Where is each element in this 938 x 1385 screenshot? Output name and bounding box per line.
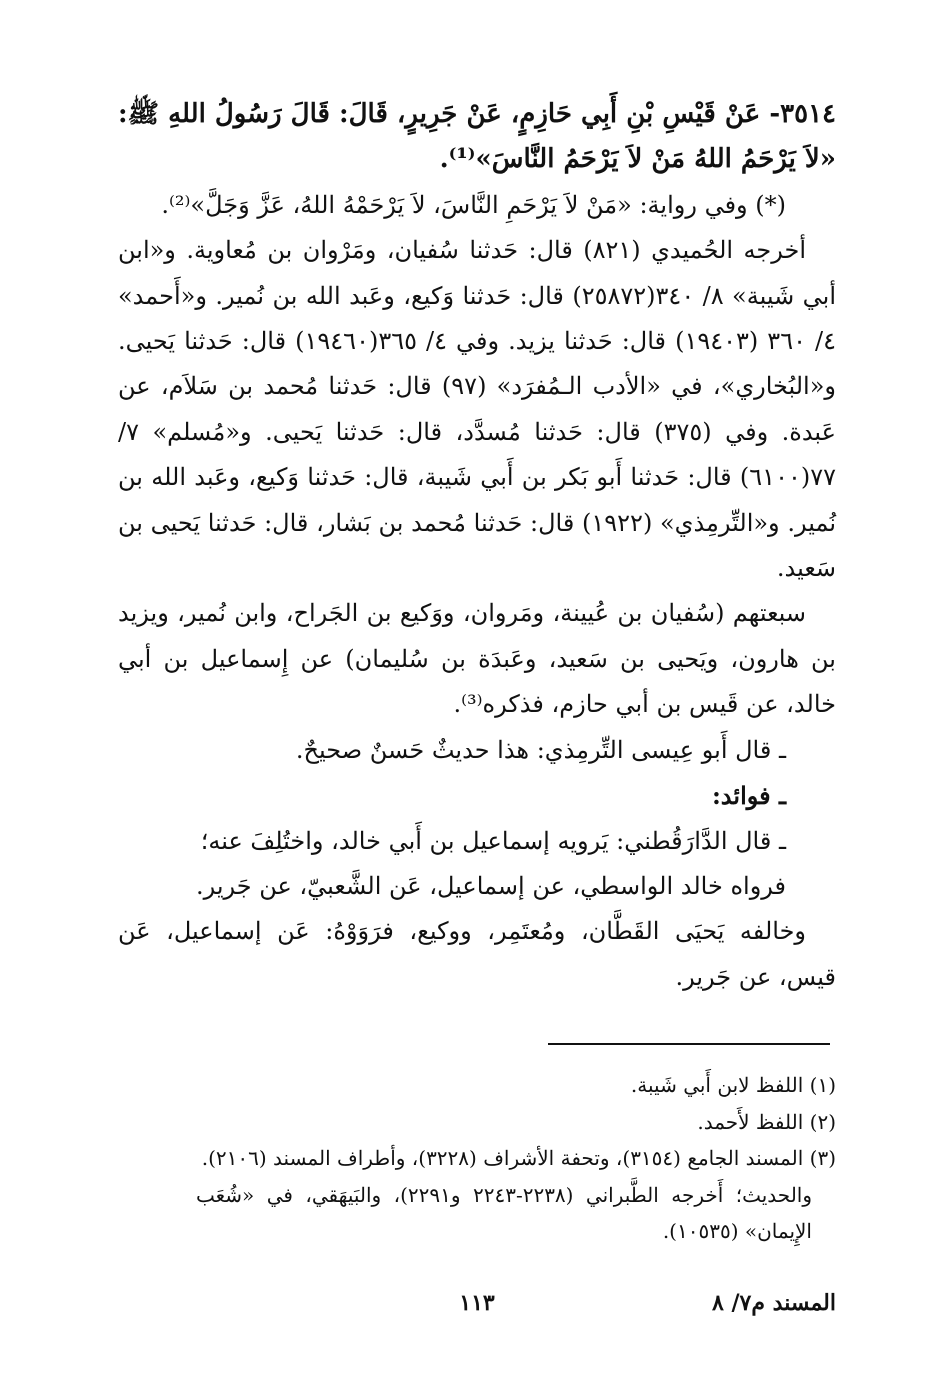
footnote-3: (٣) المسند الجامع (٣١٥٤)، وتحفة الأشراف (٣٢٢٨)، وأطراف المسند (٢١٠٦). — [201, 1146, 836, 1170]
narrators-paragraph: سبعتهم (سُفيان بن عُيينة، ومَروان، ووَكيع بن الجَراح، وابن نُمير، ويزيد بن هارون، ويَحيى بن سَعيد، وعَبدَة بن سُليمان) عن إِسماعيل بن أبي خالد، عن قَيس بن أبي حازم، فذكره⁽³⁾. — [118, 599, 836, 719]
footnote-2: (٢) اللفظ لأَحمد. — [697, 1109, 836, 1134]
main-text — [118, 92, 836, 1000]
hadith-text: ٣٥١٤- عَنْ قَيْسِ بْنِ أَبِي حَازِمٍ، عَنْ جَرِيرٍ، قَالَ: قَالَ رَسُولُ اللهِ ﷺ: «لاَ يَرْحَمُ اللهُ مَنْ لاَ يَرْحَمُ النَّاسَ»⁽¹⁾. — [118, 99, 836, 175]
alternate-narration: (*) وفي رواية: «مَنْ لاَ يَرْحَمِ النَّاسَ، لاَ يَرْحَمْهُ اللهُ، عَزَّ وَجَلَّ»⁽²⁾. — [161, 190, 786, 219]
page-number: ١١٣ — [459, 1290, 495, 1316]
opposing-narration: وخالفه يَحيَى القَطَّان، ومُعتَمِر، ووكيع، فرَوَوْهُ: عَن إسماعيل، عَن قيس، عن جَرير. — [118, 917, 836, 991]
footnotes — [196, 1067, 836, 1250]
fawaid-heading: ـ فوائد: — [711, 781, 786, 811]
daraqutni-note: ـ قال الدَّارَقُطني: يَرويه إسماعيل بن أَبي خالد، واختُلِفَ عنه؛ — [200, 826, 786, 855]
footnote-3-continued: والحديث؛ أَخرجه الطَّبراني (٢٢٣٨-٢٢٤٣ و٢٢٩١)، والبَيهَقي، في «شُعَب الإِيمان» (١٠٥٣٥). — [196, 1182, 813, 1243]
khalid-narration: فرواه خالد الواسطي، عن إسماعيل، عَن الشَّعبيّ، عن جَرير. — [195, 871, 786, 900]
tirmidhi-grading: ـ قال أَبو عِيسى التِّرمِذي: هذا حديثٌ حَسنٌ صحيحٌ. — [295, 735, 786, 764]
footnote-divider — [548, 1043, 830, 1045]
takhrij-paragraph: أخرجه الحُميدي (٨٢١) قال: حَدثنا سُفيان، ومَرْوان بن مُعاوية. و«ابن أبي شَيبة» ٨/ ٣٤٠(٢٥٨٧٢) قال: حَدثنا وَكيع، وعَبد الله بن نُمير. و«أَحمد» ٤/ ٣٦٠ (١٩٤٠٣) قال: حَدثنا يزيد. وفي ٤/ ٣٦٥(١٩٤٦٠) قال: حَدثنا يَحيى. و«البُخاري»، في «الأدب الـمُفرَد» (٩٧) قال: حَدثنا مُحمد بن سَلاَم، عن عَبدة. وفي (٣٧٥) قال: حَدثنا مُسدَّد، قال: حَدثنا يَحيى. و«مُسلم» ٧/ ٧٧(٦١٠٠) قال: حَدثنا أَبو بَكر بن أَبي شَيبة، قال: حَدثنا وَكيع، وعَبد الله بن نُمير. و«التِّرمِذي» (١٩٢٢) قال: حَدثنا مُحمد بن بَشار، قال: حَدثنا يَحيى بن سَعيد. — [118, 236, 837, 583]
footnote-1: (١) اللفظ لابن أَبي شَيبة. — [630, 1073, 836, 1097]
signature-mark: المسند م٧/ ٨ — [712, 1290, 836, 1316]
page-footer — [118, 1290, 836, 1330]
